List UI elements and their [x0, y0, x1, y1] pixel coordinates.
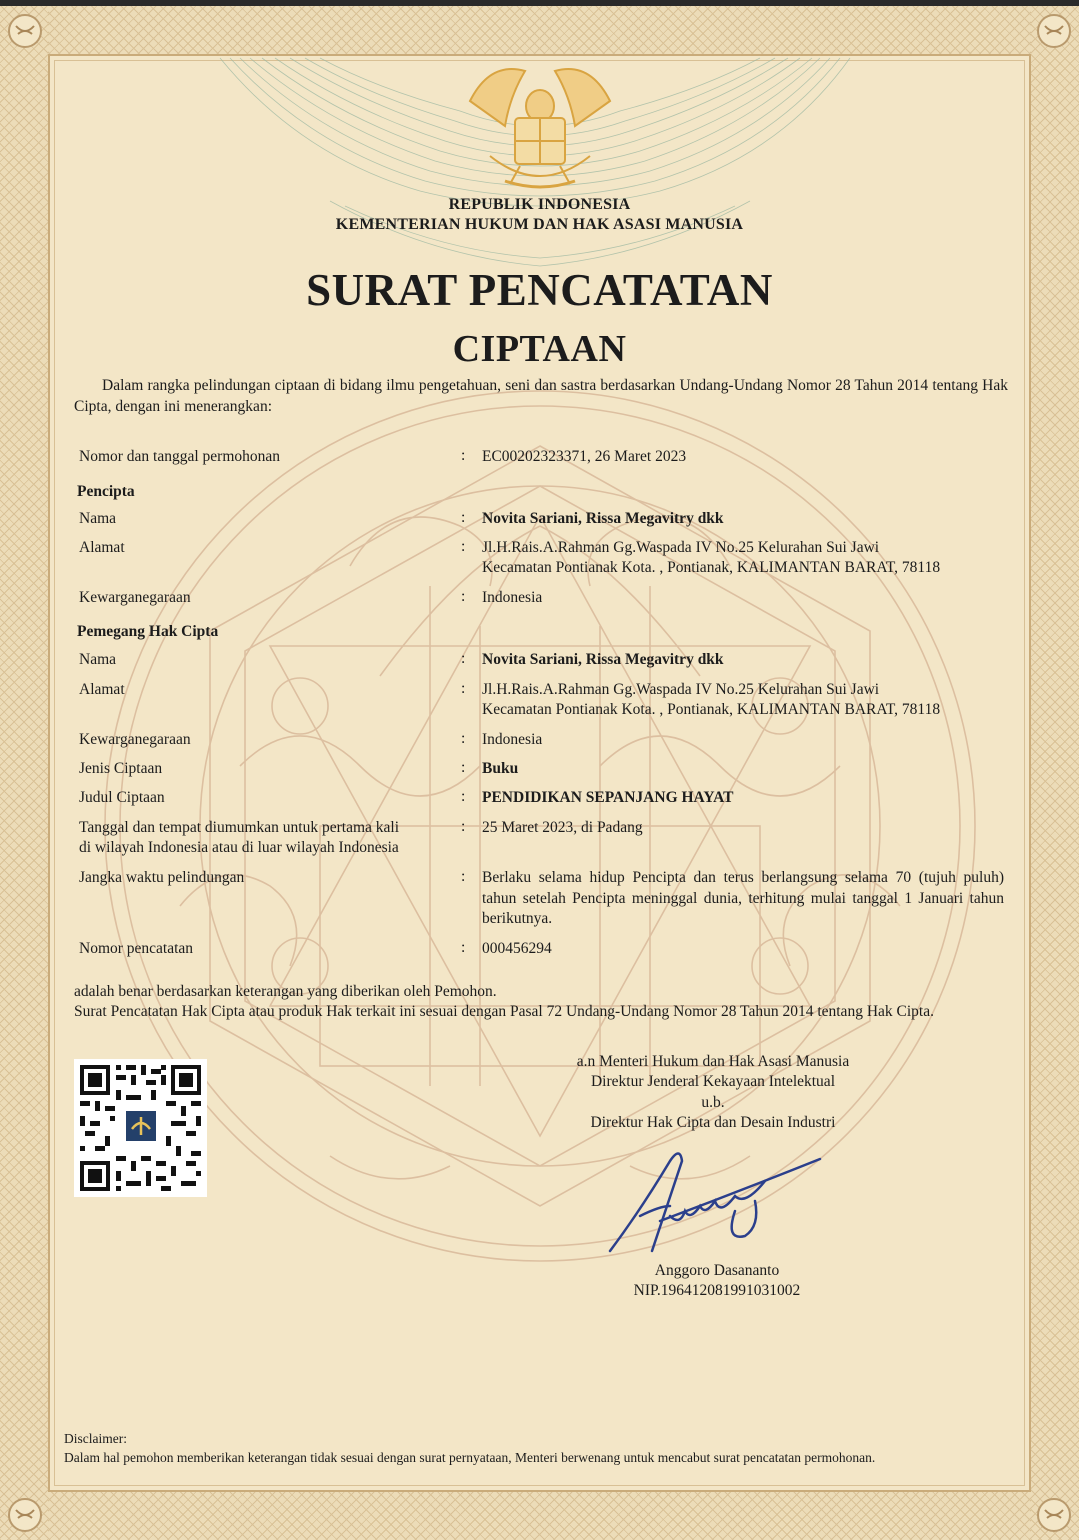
field-label-jenis-ciptaan: Jenis Ciptaan	[79, 760, 163, 777]
signature-authority-2: Direktur Jenderal Kekayaan Intelektual	[590, 1073, 835, 1090]
colon: :	[461, 509, 466, 526]
closing-statement: adalah benar berdasarkan keterangan yang diberikan oleh Pemohon.	[74, 983, 497, 1000]
field-value-pencipta-kewarganegaraan: Indonesia	[482, 589, 543, 606]
signature	[610, 1154, 820, 1252]
field-value-pencipta-alamat-1: Jl.H.Rais.A.Rahman Gg.Waspada IV No.25 Kelurahan Sui Jawi	[482, 539, 880, 556]
signature-authority-1: a.n Menteri Hukum dan Hak Asasi Manusia	[576, 1053, 850, 1070]
field-value-tanggal: 25 Maret 2023, di Padang	[482, 819, 643, 836]
field-value-pemegang-alamat-2: Kecamatan Pontianak Kota. , Pontianak, KALIMANTAN BARAT, 78118	[482, 701, 941, 718]
field-label-nomor-permohonan: Nomor dan tanggal permohonan	[79, 448, 281, 465]
field-value-nomor-permohonan: EC00202323371, 26 Maret 2023	[482, 448, 687, 465]
colon: :	[461, 788, 466, 805]
colon: :	[461, 650, 466, 667]
intro-paragraph: Dalam rangka pelindungan ciptaan di bidang ilmu pengetahuan, seni dan sastra berdasarkan Undang-Undang Nomor 28 Tahun 2014 tentang Hak Cipta, dengan ini menerangkan:	[74, 377, 1008, 415]
field-value-judul-ciptaan: PENDIDIKAN SEPANJANG HAYAT	[482, 789, 734, 806]
section-pencipta: Pencipta	[77, 483, 135, 500]
field-value-pemegang-alamat-1: Jl.H.Rais.A.Rahman Gg.Waspada IV No.25 Kelurahan Sui Jawi	[482, 681, 880, 698]
field-value-pemegang-kewarganegaraan: Indonesia	[482, 731, 543, 748]
colon: :	[461, 538, 466, 555]
colon: :	[461, 939, 466, 956]
field-label-alamat: Alamat	[79, 539, 125, 556]
colon: :	[461, 868, 466, 885]
field-value-jenis-ciptaan: Buku	[482, 760, 519, 777]
field-label-nama: Nama	[79, 510, 117, 527]
field-label-jangka-waktu: Jangka waktu pelindungan	[79, 869, 245, 886]
colon: :	[461, 730, 466, 747]
field-label-alamat: Alamat	[79, 681, 125, 698]
field-label-kewarganegaraan: Kewarganegaraan	[79, 589, 191, 606]
field-value-pencipta-nama: Novita Sariani, Rissa Megavitry dkk	[482, 510, 724, 527]
disclaimer-heading: Disclaimer:	[64, 1431, 127, 1446]
field-value-pencipta-alamat-2: Kecamatan Pontianak Kota. , Pontianak, KALIMANTAN BARAT, 78118	[482, 559, 941, 576]
signatory-name: Anggoro Dasananto	[654, 1262, 780, 1279]
certificate-page	[0, 6, 1079, 1540]
colon: :	[461, 588, 466, 605]
field-value-jangka-waktu: Berlaku selama hidup Pencipta dan terus berlangsung selama 70 (tujuh puluh) tahun setelah Pencipta meninggal dunia, terhitung mulai tanggal 1 Januari tahun berikutnya.	[482, 869, 1004, 927]
qr-code	[74, 1059, 207, 1197]
field-label-nama: Nama	[79, 651, 117, 668]
field-value-pemegang-nama: Novita Sariani, Rissa Megavitry dkk	[482, 651, 724, 668]
qr-code-icon	[74, 1059, 207, 1197]
colon: :	[461, 818, 466, 835]
field-value-nomor-pencatatan: 000456294	[482, 940, 552, 957]
field-label-kewarganegaraan: Kewarganegaraan	[79, 731, 191, 748]
disclaimer-text: Dalam hal pemohon memberikan keterangan tidak sesuai dengan surat pernyataan, Menteri berwenang untuk mencabut surat pencatatan permohonan.	[64, 1450, 876, 1465]
document-title: SURAT PENCATATAN	[306, 265, 773, 315]
header-country: REPUBLIK INDONESIA	[448, 196, 631, 213]
colon: :	[461, 447, 466, 464]
section-pemegang-hak-cipta: Pemegang Hak Cipta	[77, 623, 219, 640]
signature-authority-4: Direktur Hak Cipta dan Desain Industri	[590, 1114, 836, 1131]
field-label-nomor-pencatatan: Nomor pencatatan	[79, 940, 194, 957]
colon: :	[461, 680, 466, 697]
header-ministry: KEMENTERIAN HUKUM DAN HAK ASASI MANUSIA	[335, 216, 744, 233]
field-label-judul-ciptaan: Judul Ciptaan	[79, 789, 165, 806]
signature-authority-3: u.b.	[701, 1094, 725, 1111]
colon: :	[461, 759, 466, 776]
field-label-tanggal-1: Tanggal dan tempat diumumkan untuk pertama kali	[79, 819, 400, 836]
legal-reference: Surat Pencatatan Hak Cipta atau produk Hak terkait ini sesuai dengan Pasal 72 Undang-Undang Nomor 28 Tahun 2014 tentang Hak Cipta.	[74, 1003, 934, 1020]
document-subtitle: CIPTAAN	[452, 328, 627, 370]
field-label-tanggal-2: di wilayah Indonesia atau di luar wilayah Indonesia	[79, 839, 399, 856]
signatory-nip: NIP.196412081991031002	[633, 1282, 801, 1299]
garuda-emblem	[470, 69, 610, 187]
